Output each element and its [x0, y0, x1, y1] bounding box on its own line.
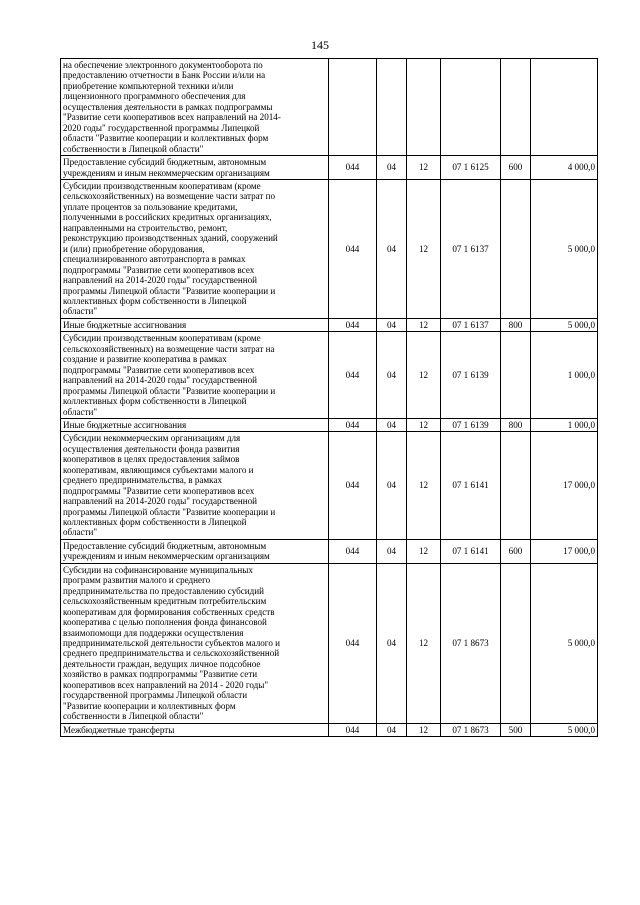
- expense-name-line: уплате процентов за пользование кредитами,: [63, 201, 238, 212]
- expense-name-cell: [61, 432, 329, 540]
- target-article-cell: 07 1 6141: [441, 432, 501, 540]
- section-code-cell: 04: [377, 432, 407, 540]
- expense-name-line: на обеспечение электронного документооборота по: [63, 60, 263, 70]
- table-row: [61, 318, 598, 331]
- expense-name-line: "Развитие сети кооперативов всех направлений на 2014-: [63, 112, 281, 123]
- expense-name-line: программы Липецкой области "Развитие кооперации и: [63, 506, 276, 517]
- expense-name-line: Субсидии на софинансирование муниципальных: [63, 564, 253, 575]
- table-row: [61, 539, 598, 563]
- subsection-code-cell: 12: [407, 179, 441, 318]
- section-code-cell: 04: [377, 156, 407, 180]
- expense-name-line: Субсидии производственным кооперативам (кроме: [63, 180, 261, 191]
- expense-name-cell: [61, 723, 329, 736]
- expense-name-line: создание и развитие кооператива в рамках: [63, 354, 227, 365]
- expense-name-line: предоставлению отчетности в Банк России и/или на: [63, 70, 266, 81]
- expense-name-line: коллективных форм собственности в Липецкой: [63, 295, 247, 306]
- expense-name-line: области "Развитие кооперации и коллективных форм: [63, 133, 269, 144]
- expense-name-line: приобретение компьютерной техники и/или: [63, 80, 234, 91]
- expense-name-line: предпринимательской деятельности субъектов малого и: [63, 638, 281, 649]
- expense-name-line: среднего предпринимательства и сельскохозяйственной: [63, 648, 280, 659]
- expense-name-line: собственности в Липецкой области": [63, 143, 204, 154]
- expense-name-line: программы Липецкой области "Развитие кооперации и: [63, 385, 276, 396]
- amount-cell: 17 000,0: [531, 539, 598, 563]
- amount-cell: 5 000,0: [531, 723, 598, 736]
- section-code-cell: 04: [377, 179, 407, 318]
- target-article-cell: 07 1 6137: [441, 179, 501, 318]
- expense-type-cell: [501, 563, 531, 723]
- expense-name-line: деятельности граждан, ведущих личное подсобное: [63, 658, 261, 669]
- subsection-code-cell: 12: [407, 418, 441, 431]
- expense-name-line: хозяйство в рамках подпрограммы "Развитие сети: [63, 669, 258, 680]
- target-article-cell: 07 1 6125: [441, 156, 501, 180]
- ministry-code-cell: 044: [329, 418, 377, 431]
- table-row: [61, 418, 598, 431]
- subsection-code-cell: 12: [407, 723, 441, 736]
- expense-name-line: подпрограммы "Развитие сети кооперативов всех: [63, 364, 255, 375]
- subsection-code-cell: 12: [407, 156, 441, 180]
- expense-name-line: и (или) приобретение оборудования,: [63, 243, 205, 254]
- expense-type-cell: 800: [501, 318, 531, 331]
- ministry-code-cell: [329, 59, 377, 156]
- expense-name-line: области": [63, 406, 98, 417]
- expense-type-cell: 600: [501, 539, 531, 563]
- expense-name-line: специализированного автотранспорта в рамках: [63, 254, 246, 265]
- section-code-cell: 04: [377, 418, 407, 431]
- expense-name-line: кооперативов всех направлений на 2014 - 2020 годы": [63, 679, 269, 690]
- expense-name-line: лицензионного программного обеспечения для: [63, 91, 246, 102]
- page-number: 145: [311, 38, 329, 52]
- budget-table: [60, 58, 598, 737]
- section-code-cell: [377, 59, 407, 156]
- expense-name-line: учреждениям и иным некоммерческим организациям: [63, 167, 270, 178]
- amount-cell: 5 000,0: [531, 318, 598, 331]
- expense-name-line: подпрограммы "Развитие сети кооперативов всех: [63, 485, 255, 496]
- amount-cell: 5 000,0: [531, 179, 598, 318]
- expense-name-line: кооператива с целью пополнения фонда финансовой: [63, 617, 267, 628]
- expense-name-line: "Развитие кооперации и коллективных форм: [63, 700, 236, 711]
- ministry-code-cell: 044: [329, 539, 377, 563]
- target-article-cell: [441, 59, 501, 156]
- expense-name-line: направлений на 2014-2020 годы" государственной: [63, 275, 258, 286]
- table-row: [61, 332, 598, 419]
- expense-name-line: направленными на строительство, ремонт,: [63, 222, 228, 233]
- expense-name-line: полученными в российских кредитных организациях,: [63, 212, 272, 223]
- expense-name-line: коллективных форм собственности в Липецкой: [63, 517, 247, 528]
- expense-name-line: направлений на 2014-2020 годы" государственной: [63, 375, 258, 386]
- expense-type-cell: [501, 432, 531, 540]
- expense-name-cell: [61, 156, 329, 180]
- section-code-cell: 04: [377, 563, 407, 723]
- expense-name-line: предпринимательства по предоставлению субсидий: [63, 585, 265, 596]
- amount-cell: [531, 59, 598, 156]
- target-article-cell: 07 1 6139: [441, 418, 501, 431]
- ministry-code-cell: 044: [329, 563, 377, 723]
- ministry-code-cell: 044: [329, 156, 377, 180]
- expense-name-line: 2020 годы" государственной программы Липецкой: [63, 122, 260, 133]
- target-article-cell: 07 1 6139: [441, 332, 501, 419]
- expense-name-line: сельскохозяйственных) на возмещение части затрат по: [63, 191, 276, 202]
- amount-cell: 1 000,0: [531, 418, 598, 431]
- expense-name-line: Субсидии некоммерческим организациям для: [63, 433, 241, 444]
- expense-type-cell: 600: [501, 156, 531, 180]
- expense-name-line: Иные бюджетные ассигнования: [63, 419, 187, 430]
- section-code-cell: 04: [377, 332, 407, 419]
- subsection-code-cell: 12: [407, 318, 441, 331]
- section-code-cell: 04: [377, 539, 407, 563]
- expense-name-cell: [61, 539, 329, 563]
- expense-type-cell: [501, 332, 531, 419]
- subsection-code-cell: 12: [407, 332, 441, 419]
- expense-name-line: Межбюджетные трансферты: [63, 724, 175, 735]
- expense-name-line: сельскохозяйственным кредитным потребительским: [63, 596, 267, 607]
- expense-type-cell: [501, 59, 531, 156]
- expense-name-cell: [61, 59, 329, 156]
- expense-name-line: Иные бюджетные ассигнования: [63, 319, 187, 330]
- expense-name-line: реконструкцию производственных зданий, сооружений: [63, 233, 278, 244]
- expense-name-line: программы Липецкой области "Развитие кооперации и: [63, 285, 276, 296]
- expense-name-cell: [61, 318, 329, 331]
- amount-cell: 17 000,0: [531, 432, 598, 540]
- amount-cell: 1 000,0: [531, 332, 598, 419]
- table-row: [61, 563, 598, 723]
- expense-name-line: Предоставление субсидий бюджетным, автономным: [63, 540, 267, 551]
- expense-name-line: Субсидии производственным кооперативам (кроме: [63, 333, 261, 344]
- expense-name-line: осуществления деятельности в рамках подпрограммы: [63, 101, 273, 112]
- amount-cell: 4 000,0: [531, 156, 598, 180]
- expense-name-line: программ развития малого и среднего: [63, 575, 211, 586]
- ministry-code-cell: 044: [329, 432, 377, 540]
- subsection-code-cell: 12: [407, 563, 441, 723]
- expense-name-line: осуществления деятельности фонда развития: [63, 443, 240, 454]
- expense-name-line: учреждениям и иным некоммерческим организациям: [63, 551, 270, 562]
- ministry-code-cell: 044: [329, 318, 377, 331]
- expense-name-line: направлений на 2014-2020 годы" государственной: [63, 496, 258, 507]
- expense-name-line: государственной программы Липецкой области: [63, 690, 248, 701]
- expense-name-line: коллективных форм собственности в Липецкой: [63, 396, 247, 407]
- subsection-code-cell: [407, 59, 441, 156]
- subsection-code-cell: 12: [407, 432, 441, 540]
- expense-name-line: области": [63, 527, 98, 538]
- ministry-code-cell: 044: [329, 179, 377, 318]
- table-row: [61, 179, 598, 318]
- table-row: [61, 59, 598, 156]
- expense-name-line: взаимопомощи для поддержки осуществления: [63, 627, 244, 638]
- ministry-code-cell: 044: [329, 723, 377, 736]
- expense-name-line: собственности в Липецкой области": [63, 711, 204, 722]
- section-code-cell: 04: [377, 723, 407, 736]
- subsection-code-cell: 12: [407, 539, 441, 563]
- table-row: [61, 432, 598, 540]
- amount-cell: 5 000,0: [531, 563, 598, 723]
- expense-name-line: Предоставление субсидий бюджетным, автономным: [63, 157, 267, 168]
- expense-name-line: области": [63, 306, 98, 317]
- target-article-cell: 07 1 6137: [441, 318, 501, 331]
- expense-name-line: сельскохозяйственных) на возмещение части затрат на: [63, 343, 275, 354]
- table-row: [61, 723, 598, 736]
- target-article-cell: 07 1 8673: [441, 723, 501, 736]
- expense-name-line: кооперативам, являющимся субъектами малого и: [63, 464, 254, 475]
- target-article-cell: 07 1 6141: [441, 539, 501, 563]
- target-article-cell: 07 1 8673: [441, 563, 501, 723]
- expense-type-cell: 500: [501, 723, 531, 736]
- expense-name-cell: [61, 332, 329, 419]
- expense-name-cell: [61, 179, 329, 318]
- expense-type-cell: [501, 179, 531, 318]
- expense-name-line: кооперативов в целях предоставления займов: [63, 454, 240, 465]
- expense-name-cell: [61, 563, 329, 723]
- expense-type-cell: 800: [501, 418, 531, 431]
- expense-name-line: среднего предпринимательства, в рамках: [63, 475, 223, 486]
- expense-name-cell: [61, 418, 329, 431]
- expense-name-line: кооперативам для формирования собственных средств: [63, 606, 275, 617]
- table-row: [61, 156, 598, 180]
- section-code-cell: 04: [377, 318, 407, 331]
- ministry-code-cell: 044: [329, 332, 377, 419]
- expense-name-line: подпрограммы "Развитие сети кооперативов всех: [63, 264, 255, 275]
